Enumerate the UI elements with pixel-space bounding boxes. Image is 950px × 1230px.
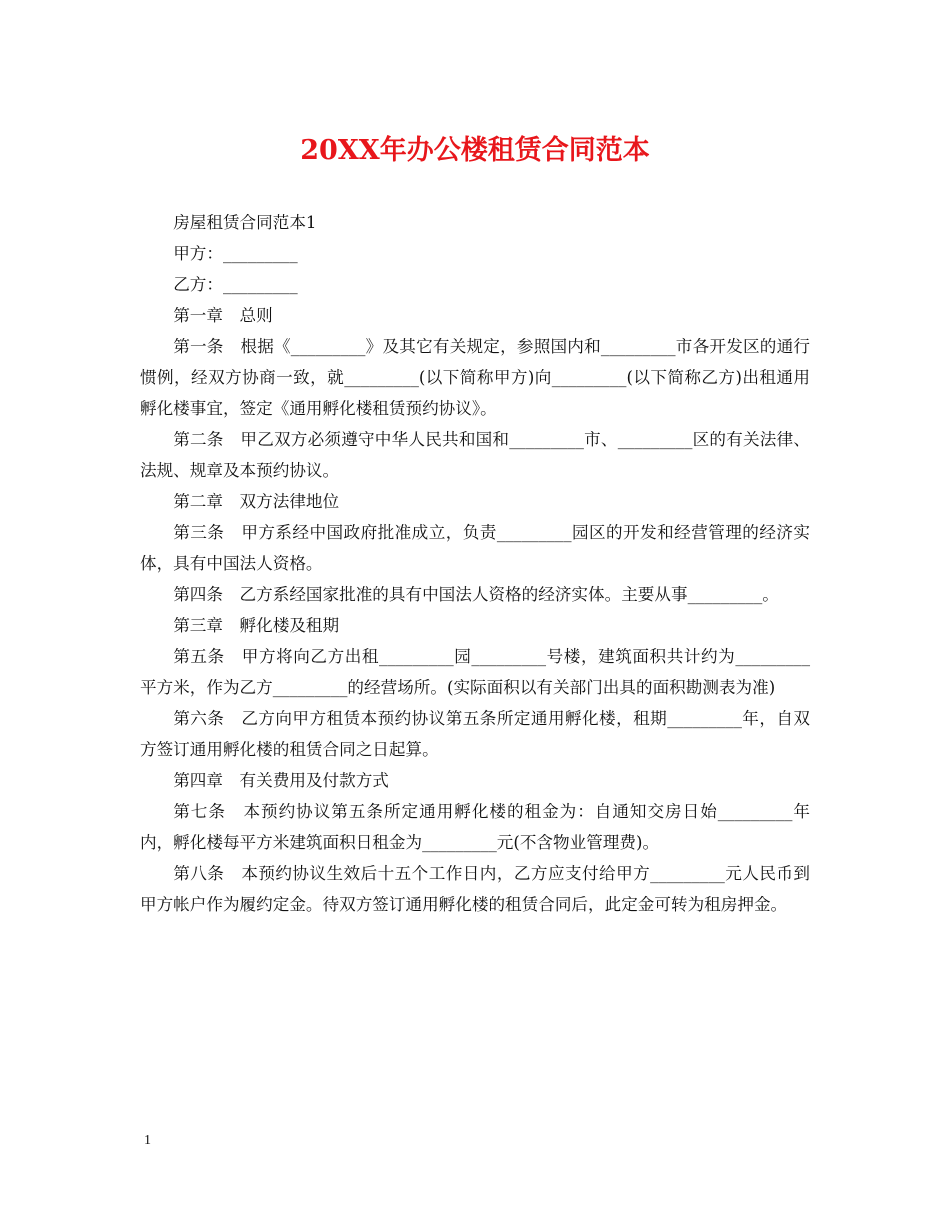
chapter-heading: 第四章 有关费用及付款方式 bbox=[173, 771, 389, 790]
article-paragraph: 第三条 甲方系经中国政府批准成立，负责_________园区的开发和经营管理的经济实体，具有中国法人资格。 bbox=[140, 523, 810, 573]
party-a-line: 甲方：_________ bbox=[173, 244, 298, 263]
party-b-line: 乙方：_________ bbox=[173, 275, 298, 294]
document-title: 20XX年办公楼租赁合同范本 bbox=[300, 135, 650, 166]
article-paragraph: 第七条 本预约协议第五条所定通用孵化楼的租金为：自通知交房日始_________年内，孵化楼每平方米建筑面积日租金为_________元(不含物业管理费)。 bbox=[140, 802, 810, 852]
chapter-heading: 第二章 双方法律地位 bbox=[173, 492, 340, 511]
chapter-heading: 第三章 孵化楼及租期 bbox=[173, 616, 340, 635]
document-body bbox=[140, 207, 810, 920]
chapter-heading: 第一章 总则 bbox=[173, 306, 273, 325]
article-paragraph: 第八条 本预约协议生效后十五个工作日内，乙方应支付给甲方_________元人民币到甲方帐户作为履约定金。待双方签订通用孵化楼的租赁合同后，此定金可转为租房押金。 bbox=[140, 864, 810, 914]
subtitle: 房屋租赁合同范本1 bbox=[173, 213, 317, 232]
article-paragraph: 第五条 甲方将向乙方出租_________园_________号楼，建筑面积共计约为_________平方米，作为乙方_________的经营场所。(实际面积以有关部门出具的面积勘测表为准) bbox=[140, 647, 810, 697]
article-paragraph: 第二条 甲乙双方必须遵守中华人民共和国和_________市、_________区的有关法律、法规、规章及本预约协议。 bbox=[140, 430, 810, 480]
article-paragraph: 第六条 乙方向甲方租赁本预约协议第五条所定通用孵化楼，租期_________年，自双方签订通用孵化楼的租赁合同之日起算。 bbox=[140, 709, 810, 759]
page-number: 1 bbox=[144, 1133, 151, 1148]
article-paragraph: 第一条 根据《_________》及其它有关规定，参照国内和_________市各开发区的通行惯例，经双方协商一致，就_________(以下简称甲方)向_________(以下简称乙方)出租通用孵化楼事宜，签定《通用孵化楼租赁预约协议》。 bbox=[140, 337, 810, 418]
article-paragraph: 第四条 乙方系经国家批准的具有中国法人资格的经济实体。主要从事_________。 bbox=[173, 585, 779, 604]
